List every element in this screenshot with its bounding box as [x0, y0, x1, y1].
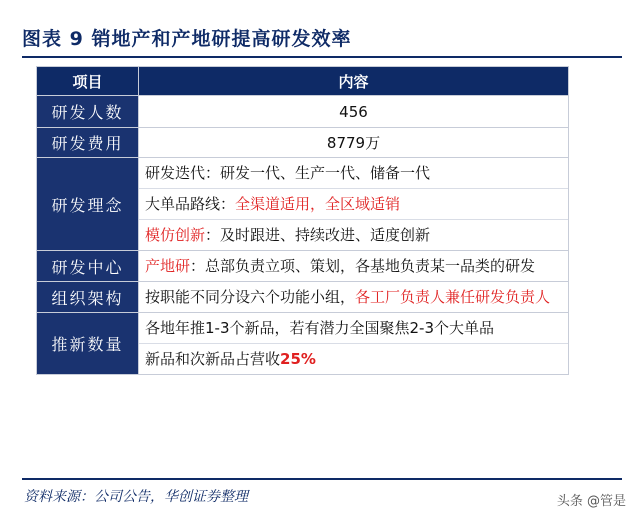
iteration-text: 研发迭代：研发一代、生产一代、储备一代	[145, 164, 431, 182]
center-line-1	[139, 251, 568, 281]
big-product-highlight: 全渠道适用，全区域适销	[235, 195, 401, 213]
table-row	[37, 96, 569, 128]
source-note: 资料来源：公司公告，华创证券整理	[24, 489, 248, 505]
launch-line-2	[139, 344, 568, 374]
staff-value: 456	[139, 96, 569, 128]
philosophy-line-1	[139, 158, 568, 189]
rd-efficiency-table	[36, 66, 569, 375]
launch-cell	[139, 313, 569, 375]
org-highlight: 各工厂负责人兼任研发负责人	[355, 288, 551, 306]
page-title: 图表 9 销地产和产地研提高研发效率	[22, 28, 352, 50]
header-content: 内容	[139, 67, 569, 96]
header-item: 项目	[37, 67, 139, 96]
origin-rd-text: ：总部负责立项、策划，各基地负责某一品类的研发	[190, 257, 536, 275]
philosophy-line-3	[139, 220, 568, 250]
row-label-org: 组织架构	[37, 282, 139, 313]
title-divider	[22, 56, 622, 58]
table-header-row	[37, 67, 569, 96]
row-label-philosophy: 研发理念	[37, 158, 139, 251]
origin-rd-label: 产地研	[145, 257, 191, 275]
watermark: 头条 @管是	[556, 494, 626, 509]
table-row	[37, 128, 569, 158]
revenue-share-text: 新品和次新品占营收	[145, 350, 281, 368]
row-label-staff: 研发人数	[37, 96, 139, 128]
launch-text: 各地年推1-3个新品，若有潜力全国聚焦2-3个大单品	[145, 319, 495, 337]
big-product-label: 大单品路线：	[145, 195, 236, 213]
org-cell	[139, 282, 569, 313]
imitation-label: 模仿创新	[145, 226, 206, 244]
launch-line-1	[139, 313, 568, 344]
center-cell	[139, 251, 569, 282]
table-row	[37, 158, 569, 251]
org-text: 按职能不同分设六个功能小组，	[145, 288, 356, 306]
row-label-launch: 推新数量	[37, 313, 139, 375]
imitation-text: ：及时跟进、持续改进、适度创新	[205, 226, 431, 244]
row-label-center: 研发中心	[37, 251, 139, 282]
table-row	[37, 282, 569, 313]
cost-value: 8779万	[139, 128, 569, 158]
philosophy-cell	[139, 158, 569, 251]
revenue-share-value: 25%	[280, 350, 316, 368]
table-row	[37, 251, 569, 282]
philosophy-line-2	[139, 189, 568, 220]
source-divider	[22, 478, 622, 480]
org-line-1	[139, 282, 568, 312]
row-label-cost: 研发费用	[37, 128, 139, 158]
table-row	[37, 313, 569, 375]
